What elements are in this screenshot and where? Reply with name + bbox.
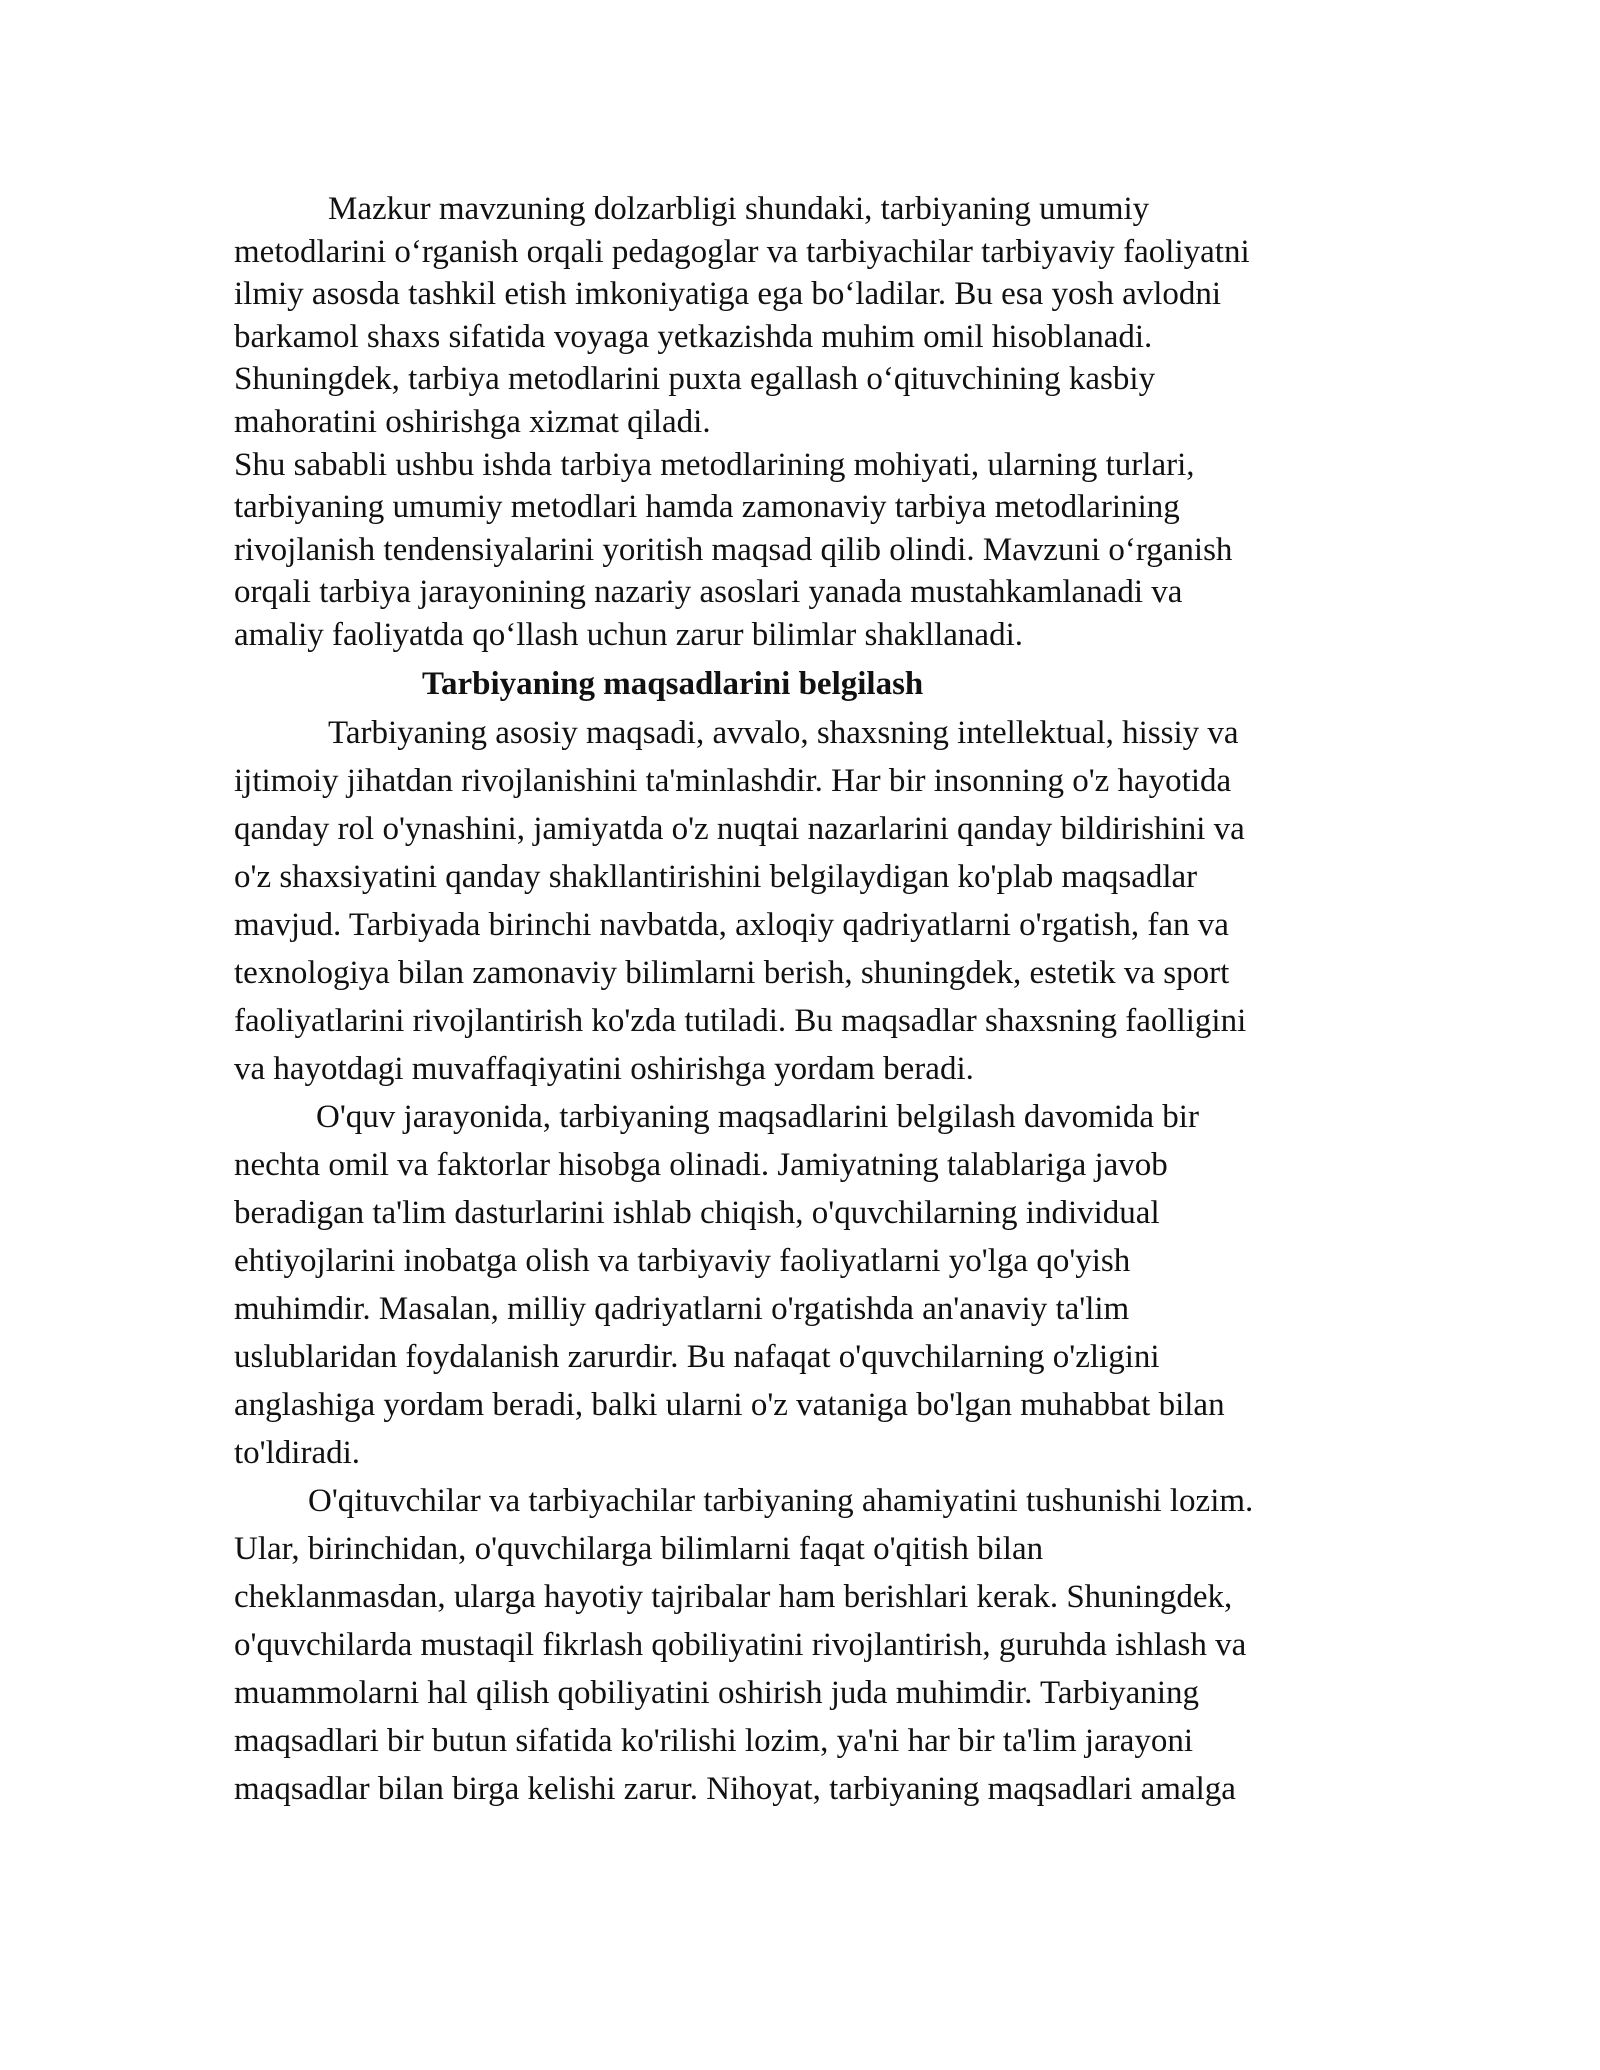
text-line: va hayotdagi muvaffaqiyatini oshirishga yordam beradi. [234,1050,974,1087]
text-line: uslublaridan foydalanish zarurdir. Bu nafaqat o'quvchilarning o'zligini [234,1338,1160,1375]
paragraph-3 [234,1477,1384,1813]
text-line: tarbiyaning umumiy metodlari hamda zamonaviy tarbiya metodlarining [234,489,1180,526]
text-line: Shuningdek, tarbiya metodlarini puxta egallash o‘qituvchining kasbiy [234,361,1156,398]
text-line: Tarbiyaning asosiy maqsadi, avvalo, shaxsning intellektual, hissiy va [328,714,1239,751]
text-line: muammolarni hal qilish qobiliyatini oshirish juda muhimdir. Tarbiyaning [234,1674,1199,1711]
text-line: orqali tarbiya jarayonining nazariy asoslari yanada mustahkamlanadi va [234,574,1183,611]
text-line: nechta omil va faktorlar hisobga olinadi. Jamiyatning talablariga javob [234,1146,1168,1183]
section-heading: Tarbiyaning maqsadlarini belgilash [422,665,924,702]
text-line: qanday rol o'ynashini, jamiyatda o'z nuqtai nazarlarini qanday bildirishini va [234,810,1245,847]
document-text [234,188,1384,1813]
text-line: O'quv jarayonida, tarbiyaning maqsadlarini belgilash davomida bir [316,1098,1199,1135]
text-line: o'quvchilarda mustaqil fikrlash qobiliyatini rivojlantirish, guruhda ishlash va [234,1626,1247,1663]
text-line: barkamol shaxs sifatida voyaga yetkazishda muhim omil hisoblanadi. [234,318,1153,355]
text-line: metodlarini o‘rganish orqali pedagoglar va tarbiyachilar tarbiyaviy faoliyatni [234,233,1250,270]
text-line: amaliy faoliyatda qo‘llash uchun zarur bilimlar shakllanadi. [234,616,1023,653]
text-line: rivojlanish tendensiyalarini yoritish maqsad qilib olindi. Mavzuni o‘rganish [234,531,1233,568]
text-line: maqsadlar bilan birga kelishi zarur. Nihoyat, tarbiyaning maqsadlari amalga [234,1770,1236,1807]
text-line: O'qituvchilar va tarbiyachilar tarbiyaning ahamiyatini tushunishi lozim. [308,1482,1254,1519]
intro-paragraph [234,188,1384,657]
text-line: Shu sababli ushbu ishda tarbiya metodlarining mohiyati, ularning turlari, [234,446,1195,483]
text-line: faoliyatlarini rivojlantirish ko'zda tutiladi. Bu maqsadlar shaxsning faolligini [234,1002,1247,1039]
text-line: cheklanmasdan, ularga hayotiy tajribalar ham berishlari kerak. Shuningdek, [234,1578,1233,1615]
text-line: mahoratini oshirishga xizmat qiladi. [234,403,711,440]
text-line: mavjud. Tarbiyada birinchi navbatda, axloqiy qadriyatlarni o'rgatish, fan va [234,906,1229,943]
text-line: ehtiyojlarini inobatga olish va tarbiyaviy faoliyatlarni yo'lga qo'yish [234,1242,1131,1279]
text-line: maqsadlari bir butun sifatida ko'rilishi lozim, ya'ni har bir ta'lim jarayoni [234,1722,1194,1759]
text-line: texnologiya bilan zamonaviy bilimlarni berish, shuningdek, estetik va sport [234,954,1230,991]
text-line: Ular, birinchidan, o'quvchilarga bilimlarni faqat o'qitish bilan [234,1530,1044,1567]
text-line: ilmiy asosda tashkil etish imkoniyatiga ega bo‘ladilar. Bu esa yosh avlodni [234,276,1222,313]
text-line: ijtimoiy jihatdan rivojlanishini ta'minlashdir. Har bir insonning o'z hayotida [234,762,1232,799]
text-line: o'z shaxsiyatini qanday shakllantirishini belgilaydigan ko'plab maqsadlar [234,858,1198,895]
text-line: to'ldiradi. [234,1434,361,1471]
body-section [234,709,1384,1813]
text-line: anglashiga yordam beradi, balki ularni o'z vataniga bo'lgan muhabbat bilan [234,1386,1225,1423]
text-line: Mazkur mavzuning dolzarbligi shundaki, tarbiyaning umumiy [328,191,1150,227]
text-line: muhimdir. Masalan, milliy qadriyatlarni o'rgatishda an'anaviy ta'lim [234,1290,1130,1327]
text-line: beradigan ta'lim dasturlarini ishlab chiqish, o'quvchilarning individual [234,1194,1160,1231]
paragraph-2 [234,1093,1384,1477]
paragraph-1 [234,709,1384,1093]
